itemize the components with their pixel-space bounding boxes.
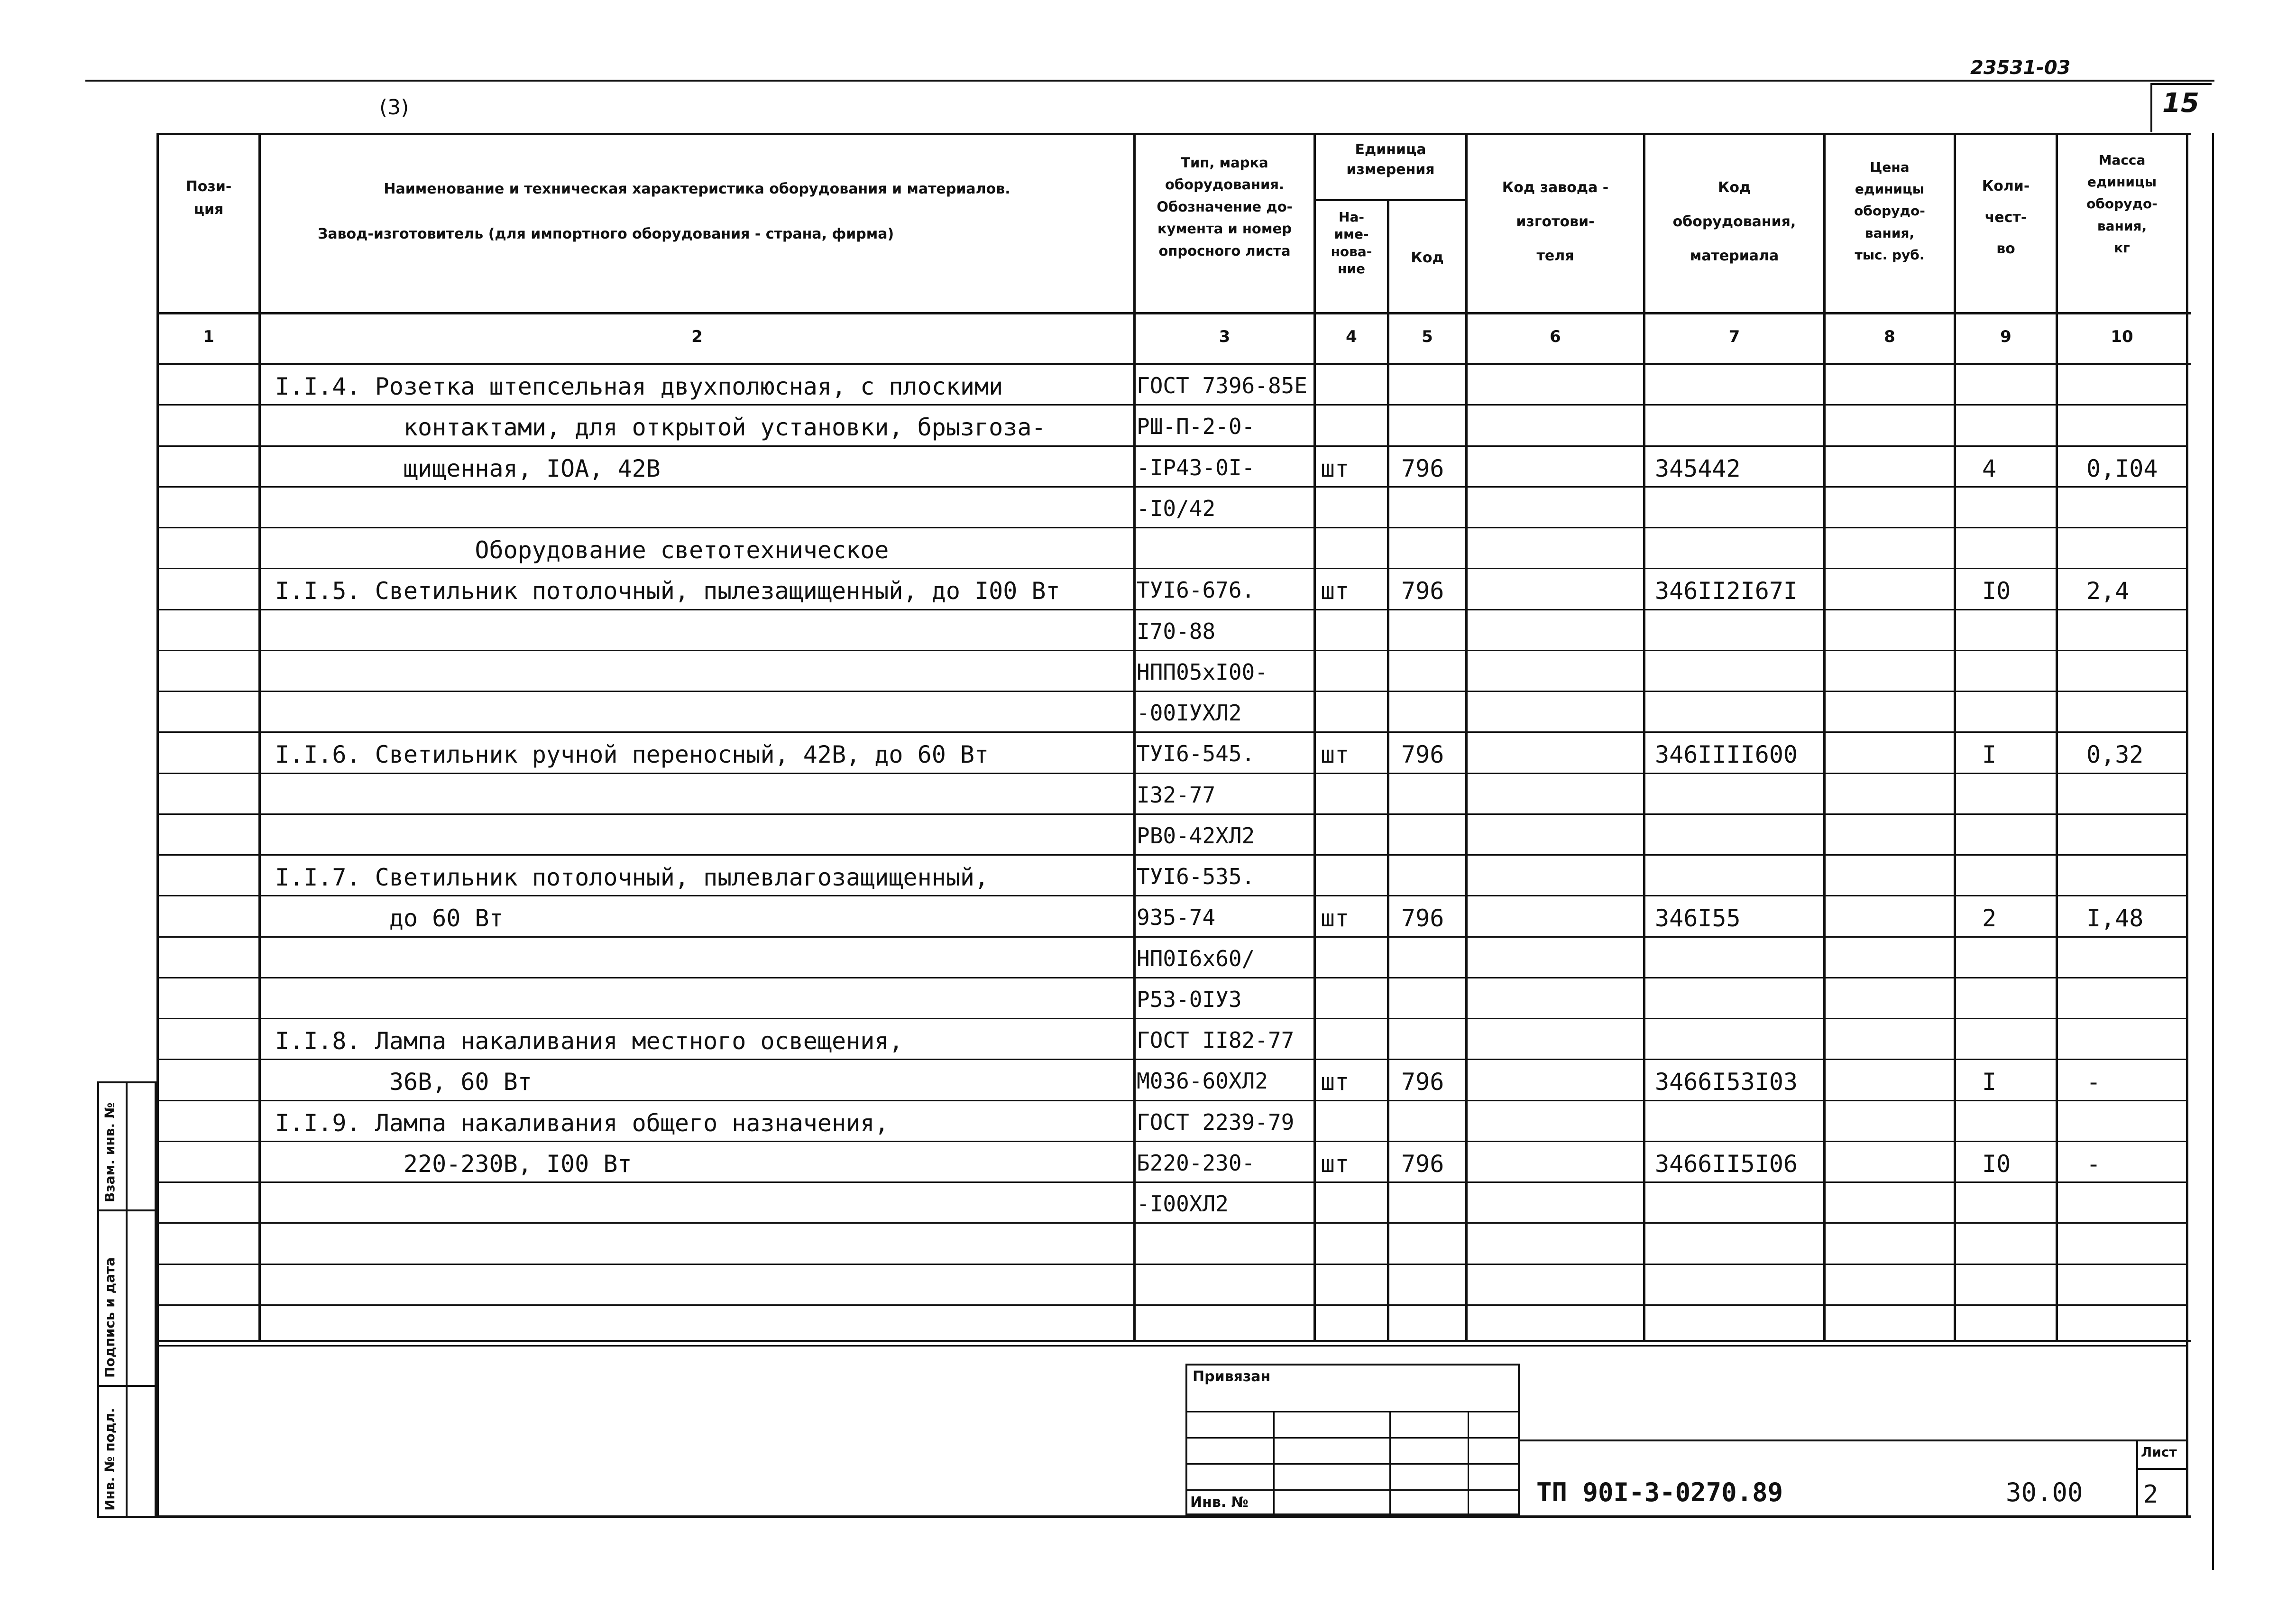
- row-line: [156, 1304, 2188, 1306]
- col-number: 7: [1728, 327, 1740, 346]
- col-line: [1465, 133, 1468, 1341]
- cell-code: 796: [1401, 577, 1444, 605]
- col-number: 10: [2111, 327, 2133, 346]
- numbers-bottom-line: [156, 363, 2191, 365]
- stamp-line: [2136, 1468, 2188, 1470]
- row-line: [156, 813, 2188, 815]
- privyazan-box: [1185, 1364, 1520, 1515]
- cell-type: ГОСТ II82-77: [1137, 1027, 1295, 1053]
- cell-equip: 3466II5I06: [1655, 1150, 1798, 1178]
- stamp-line: [1185, 1411, 1520, 1412]
- cell-type: ТУI6-545.: [1137, 741, 1255, 767]
- cell-equip: 345442: [1655, 454, 1741, 482]
- cell-qty: 4: [1982, 454, 1997, 482]
- cell-name: до 60 Вт: [275, 904, 504, 932]
- cell-unit: шт: [1321, 904, 1350, 932]
- cell-type: -I0/42: [1137, 495, 1216, 521]
- col-line: [1387, 199, 1389, 1341]
- inv-no-label: Инв. №: [1190, 1494, 1249, 1511]
- row-line: [156, 1059, 2188, 1060]
- cell-equip: 3466I53I03: [1655, 1068, 1798, 1096]
- stamp-line: [1389, 1411, 1391, 1515]
- row-line: [156, 445, 2188, 447]
- row-line: [156, 1264, 2188, 1265]
- row-line: [156, 1018, 2188, 1019]
- col-number: 9: [2000, 327, 2011, 346]
- cell-unit: шт: [1321, 741, 1350, 769]
- stamp-line: [1185, 1489, 1520, 1491]
- cell-type: ТУI6-535.: [1137, 864, 1255, 889]
- cell-name: щищенная, IOA, 42В: [275, 454, 661, 482]
- cell-mass: 0,32: [2086, 741, 2144, 769]
- header-unit-name: На- име- нова- ние: [1331, 209, 1372, 277]
- row-line: [156, 773, 2188, 774]
- right-edge-line: [2212, 133, 2214, 1570]
- section-number: (3): [379, 95, 409, 120]
- cell-mass: 2,4: [2086, 577, 2130, 605]
- cell-type: РВ0-42ХЛ2: [1137, 822, 1255, 849]
- cell-mass: I,48: [2086, 904, 2144, 932]
- header-name-line2: Завод-изготовитель (для импортного оборудования - страна, фирма): [318, 226, 894, 242]
- col-line: [2186, 133, 2188, 1518]
- cell-unit: шт: [1321, 1150, 1350, 1178]
- sheet-label: Лист: [2141, 1444, 2177, 1460]
- header-quantity: Коли- чест- во: [1982, 178, 2030, 257]
- side-line: [97, 1209, 156, 1211]
- cell-equip: 346IIII600: [1655, 741, 1798, 769]
- col-line: [1643, 133, 1645, 1341]
- sheet-marker: 15: [2162, 88, 2199, 119]
- cell-unit: шт: [1321, 454, 1350, 482]
- cell-type: I32-77: [1137, 782, 1216, 808]
- header-price: Цена единицы оборудо- вания, тыс. руб.: [1854, 159, 1925, 263]
- stamp-line: [1185, 1463, 1520, 1465]
- col-number: 5: [1422, 327, 1433, 346]
- cell-type: 935-74: [1137, 904, 1216, 931]
- row-line: [156, 568, 2188, 569]
- cell-mass: -: [2086, 1068, 2101, 1096]
- cell-qty: 2: [1982, 904, 1997, 932]
- cell-type: -I00ХЛ2: [1137, 1191, 1229, 1217]
- row-line: [156, 404, 2188, 406]
- cell-name: контактами, для открытой установки, брызгоза-: [275, 414, 1046, 442]
- side-label-inv-podl: Инв. № подл.: [102, 1408, 118, 1511]
- stamp-line: [1468, 1411, 1469, 1515]
- cell-type: М036-60ХЛ2: [1137, 1068, 1268, 1094]
- cell-mass: 0,I04: [2086, 454, 2158, 482]
- cell-type: РШ-П-2-0-: [1137, 414, 1255, 440]
- cell-equip: 346I55: [1655, 904, 1741, 932]
- cell-name: I.I.6. Светильник ручной переносный, 42В, до 60 Вт: [275, 741, 989, 769]
- cell-unit: шт: [1321, 577, 1350, 605]
- row-line: [156, 650, 2188, 651]
- table-bottom-line: [156, 1340, 2191, 1342]
- row-line: [156, 936, 2188, 938]
- cell-type: НПП05хI00-: [1137, 659, 1268, 685]
- cell-name: I.I.8. Лампа накаливания местного освещения,: [275, 1027, 903, 1055]
- cell-name: 36В, 60 Вт: [275, 1068, 532, 1096]
- row-line: [156, 1181, 2188, 1183]
- side-line: [97, 1385, 156, 1387]
- col-line: [1133, 133, 1136, 1341]
- privyazan-label: Привязан: [1193, 1368, 1271, 1385]
- col-number: 4: [1346, 327, 1357, 346]
- header-type: Тип, марка оборудования. Обозначение до- кумента и номер опросного листа: [1157, 155, 1293, 259]
- cell-name: Оборудование светотехническое: [275, 536, 889, 564]
- row-line: [156, 609, 2188, 610]
- top-rule: [85, 80, 2214, 82]
- cell-code: 796: [1401, 741, 1444, 769]
- row-line: [156, 1345, 2188, 1347]
- header-mass: Масса единицы оборудо- вания, кг: [2086, 152, 2158, 256]
- row-line: [156, 486, 2188, 488]
- header-position: Пози- ция: [185, 178, 232, 218]
- cell-type: ГОСТ 7396-85Е: [1137, 373, 1308, 398]
- cell-name: 220-230В, I00 Вт: [275, 1150, 632, 1178]
- col-line: [1954, 133, 1956, 1341]
- col-line: [1823, 133, 1826, 1341]
- row-line: [156, 854, 2188, 856]
- row-line: [156, 1141, 2188, 1142]
- stamp-line: [2136, 1439, 2138, 1518]
- cell-name: I.I.7. Светильник потолочный, пылевлагозащищенный,: [275, 864, 989, 891]
- cell-code: 796: [1401, 1150, 1444, 1178]
- side-label-vzam: Взам. инв. №: [102, 1102, 118, 1202]
- col-line: [2056, 133, 2058, 1341]
- side-line: [126, 1081, 128, 1518]
- cell-type: Р53-0IУ3: [1137, 986, 1242, 1012]
- stamp-line: [156, 1515, 2191, 1518]
- sheet-number: 2: [2143, 1480, 2158, 1509]
- cell-name: I.I.9. Лампа накаливания общего назначения,: [275, 1109, 889, 1137]
- cell-equip: 346II2I67I: [1655, 577, 1798, 605]
- cell-qty: I0: [1982, 577, 2011, 605]
- table-top-line: [156, 133, 2191, 135]
- header-unit-code: Код: [1411, 249, 1444, 266]
- cell-type: -IP43-0I-: [1137, 454, 1255, 480]
- cell-qty: I0: [1982, 1150, 2011, 1178]
- header-bottom-line: [156, 312, 2191, 314]
- stamp-line: [1185, 1437, 1520, 1439]
- document-number: ТП 90I-3-0270.89: [1536, 1477, 1783, 1507]
- header-unit-group: Единица измерения: [1346, 141, 1435, 178]
- cell-name: I.I.4. Розетка штепсельная двухполюсная, с плоскими: [275, 373, 1003, 400]
- cell-qty: I: [1982, 1068, 1997, 1096]
- header-factory-code: Код завода - изготови- теля: [1502, 179, 1609, 264]
- cell-mass: -: [2086, 1150, 2101, 1178]
- cell-unit: шт: [1321, 1068, 1350, 1096]
- row-line: [156, 691, 2188, 692]
- document-code: 23531-03: [1970, 57, 2071, 79]
- row-line: [156, 731, 2188, 733]
- cell-type: ГОСТ 2239-79: [1137, 1109, 1295, 1135]
- cell-code: 796: [1401, 1068, 1444, 1096]
- stamp-line: [1273, 1411, 1275, 1515]
- row-line: [156, 977, 2188, 978]
- cell-name: I.I.5. Светильник потолочный, пылезащищенный, до I00 Вт: [275, 577, 1060, 605]
- col-line: [1313, 133, 1316, 1341]
- unit-group-line: [1313, 199, 1468, 201]
- col-number: 2: [691, 327, 703, 346]
- col-number: 1: [203, 327, 214, 346]
- cell-type: I70-88: [1137, 618, 1216, 644]
- cell-code: 796: [1401, 904, 1444, 932]
- cell-code: 796: [1401, 454, 1444, 482]
- stamp-line: [1520, 1439, 2188, 1441]
- header-name-line1: Наименование и техническая характеристика оборудования и материалов.: [384, 181, 1010, 197]
- col-number: 6: [1550, 327, 1561, 346]
- row-line: [156, 527, 2188, 528]
- cell-type: Б220-230-: [1137, 1150, 1255, 1176]
- cell-type: НП0I6х60/: [1137, 945, 1255, 971]
- cell-qty: I: [1982, 741, 1997, 769]
- col-number: 8: [1884, 327, 1895, 346]
- col-number: 3: [1219, 327, 1231, 346]
- row-line: [156, 895, 2188, 896]
- header-equipment-code: Код оборудования, материала: [1672, 179, 1796, 264]
- col-line: [258, 133, 261, 1341]
- side-label-podpis: Подпись и дата: [102, 1257, 118, 1378]
- row-line: [156, 1100, 2188, 1101]
- cell-type: ТУI6-676.: [1137, 577, 1255, 603]
- cell-type: -00IУХЛ2: [1137, 700, 1242, 726]
- row-line: [156, 1222, 2188, 1224]
- section-code: 30.00: [2006, 1477, 2083, 1507]
